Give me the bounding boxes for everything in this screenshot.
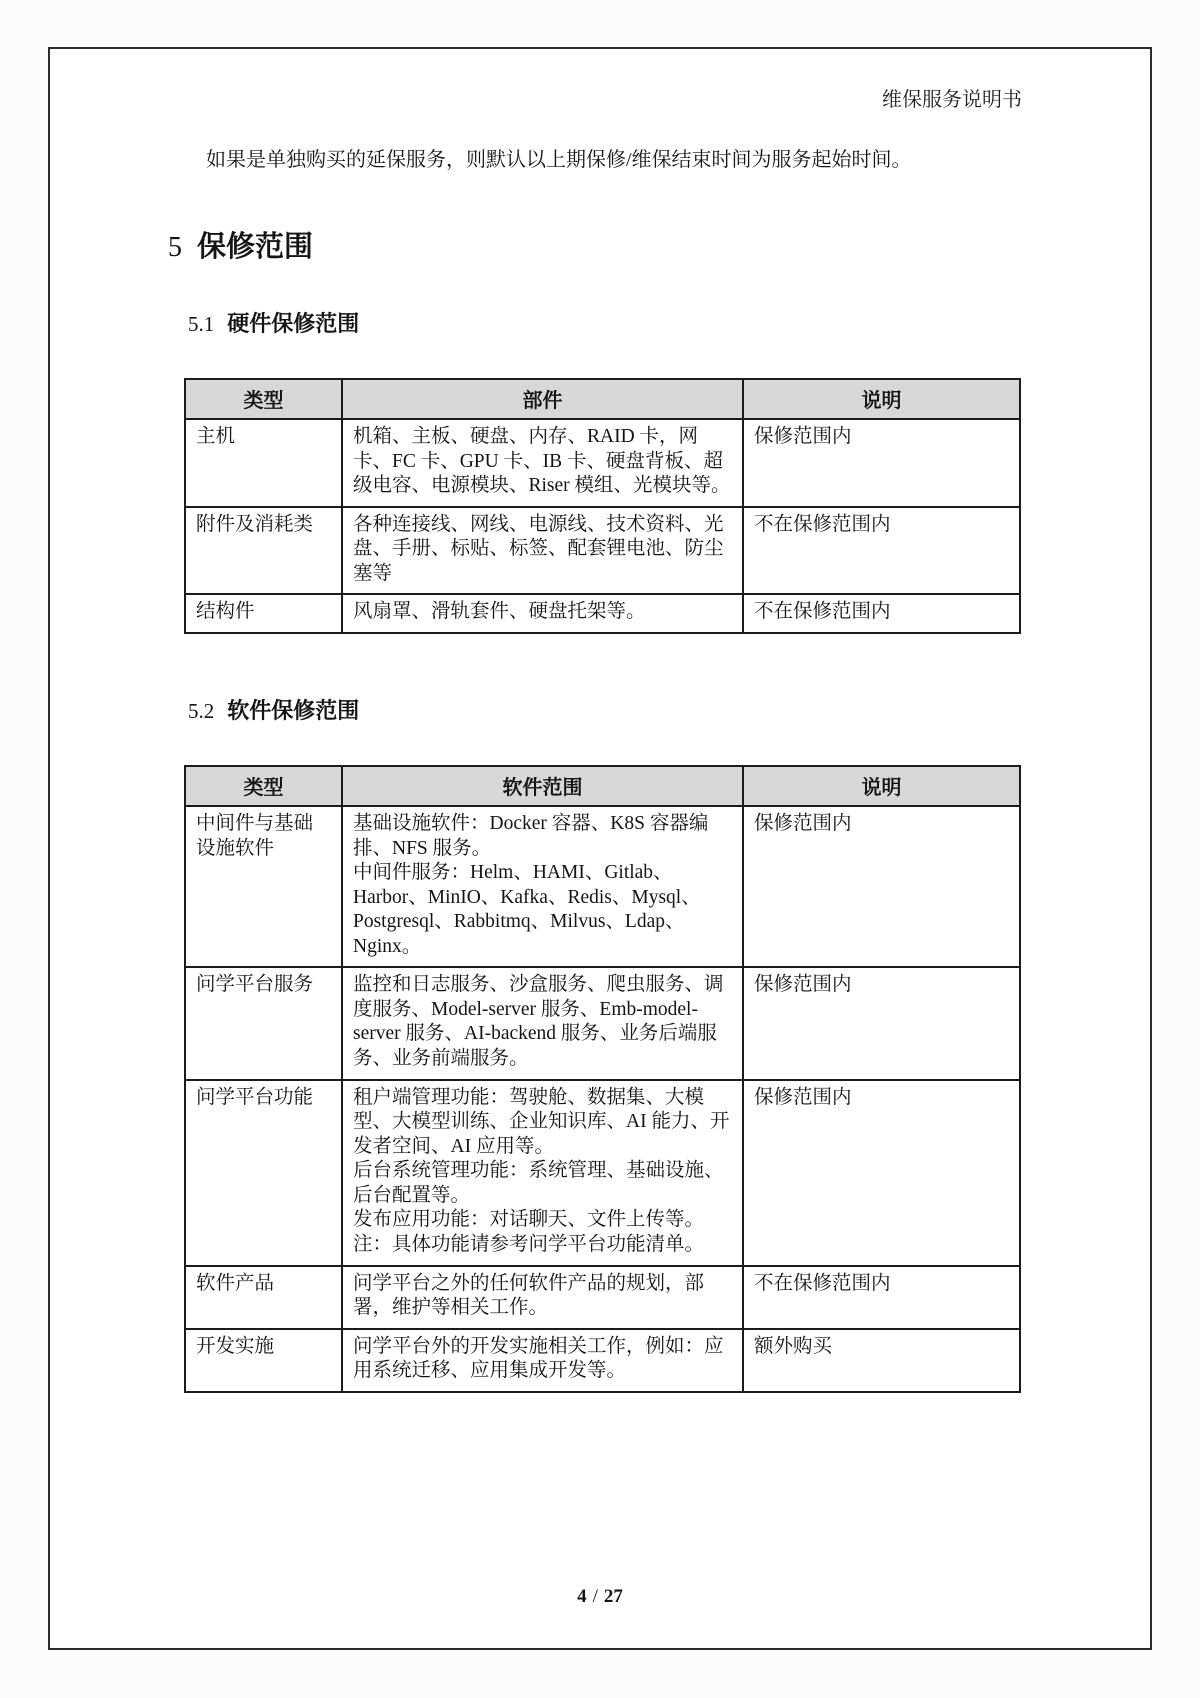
header-cell-type: 类型: [185, 379, 342, 419]
page-separator: /: [592, 1586, 598, 1607]
cell-note: 不在保修范围内: [743, 1266, 1020, 1329]
cell-type: 开发实施: [185, 1329, 342, 1392]
cell-type: 问学平台功能: [185, 1080, 342, 1266]
cell-note: 保修范围内: [743, 967, 1020, 1079]
section-heading-5: [168, 224, 1150, 265]
page-number-footer: [50, 1586, 1150, 1608]
header-cell-note: 说明: [743, 766, 1020, 806]
section-number: 5: [168, 232, 182, 263]
cell-parts: 各种连接线、网线、电源线、技术资料、光盘、手册、标贴、标签、配套锂电池、防尘塞等: [342, 507, 743, 595]
cell-note: 保修范围内: [743, 806, 1020, 967]
header-cell-parts: 部件: [342, 379, 743, 419]
table-row: [185, 507, 1020, 595]
section-title: 保修范围: [197, 231, 314, 263]
cell-scope: [342, 1080, 743, 1266]
cell-note: 额外购买: [743, 1329, 1020, 1392]
cell-type: 问学平台服务: [185, 967, 342, 1079]
intro-paragraph: 如果是单独购买的延保服务，则默认以上期保修/维保结束时间为服务起始时间。: [206, 149, 912, 171]
subsection-heading-5-2: [188, 694, 1150, 725]
cell-scope-paragraph: 后台系统管理功能：系统管理、基础设施、后台配置等。: [353, 1160, 724, 1206]
cell-scope: [342, 806, 743, 967]
page-total: 27: [603, 1586, 623, 1607]
table-row: [185, 419, 1020, 507]
cell-type: 中间件与基础设施软件: [185, 806, 342, 967]
cell-scope-paragraph: 注：具体功能请参考问学平台功能清单。: [353, 1233, 705, 1255]
table-row: [185, 1329, 1020, 1392]
cell-scope-paragraph: 问学平台外的开发实施相关工作，例如：应用系统迁移、应用集成开发等。: [353, 1335, 724, 1382]
table-row: [185, 806, 1020, 967]
header-cell-scope: 软件范围: [342, 766, 743, 806]
table-header-row: [185, 766, 1020, 806]
table-row: [185, 594, 1020, 633]
subsection-number: 5.1: [188, 312, 215, 336]
cell-scope: [342, 967, 743, 1079]
cell-note: 保修范围内: [743, 1080, 1020, 1266]
page-current: 4: [577, 1586, 587, 1607]
table-row: [185, 1266, 1020, 1329]
table-header-row: [185, 379, 1020, 419]
table-row: [185, 1080, 1020, 1266]
cell-type: 主机: [185, 419, 342, 507]
subsection-title: 硬件保修范围: [227, 311, 360, 336]
cell-scope-paragraph: 中间件服务：Helm、HAMI、Gitlab、Harbor、MinIO、Kafka、Redis、Mysql、Postgresql、Rabbitmq、Milvus、Ldap、Nginx。: [353, 862, 701, 957]
subsection-title: 软件保修范围: [227, 697, 360, 723]
table-row: [185, 967, 1020, 1079]
cell-type: 软件产品: [185, 1266, 342, 1329]
subsection-heading-5-1: [188, 307, 1150, 338]
cell-note: 不在保修范围内: [743, 507, 1020, 595]
hardware-warranty-table: [184, 378, 1021, 634]
cell-scope-paragraph: 基础设施软件：Docker 容器、K8S 容器编排、NFS 服务。: [353, 812, 709, 859]
cell-scope-paragraph: 问学平台之外的任何软件产品的规划，部署，维护等相关工作。: [353, 1272, 705, 1319]
cell-type: 结构件: [185, 594, 342, 633]
cell-scope-paragraph: 租户端管理功能：驾驶舱、数据集、大模型、大模型训练、企业知识库、AI 能力、开发者空间、AI 应用等。: [353, 1086, 730, 1157]
cell-note: 保修范围内: [743, 419, 1020, 507]
cell-parts: 风扇罩、滑轨套件、硬盘托架等。: [342, 594, 743, 633]
cell-parts: 机箱、主板、硬盘、内存、RAID 卡，网卡、FC 卡、GPU 卡、IB 卡、硬盘背板、超级电容、电源模块、Riser 模组、光模块等。: [342, 419, 743, 507]
document-header-title: 维保服务说明书: [882, 89, 1022, 111]
header-cell-note: 说明: [743, 379, 1020, 419]
page-frame: [48, 47, 1152, 1650]
cell-type: 附件及消耗类: [185, 507, 342, 595]
cell-scope-paragraph: 发布应用功能：对话聊天、文件上传等。: [353, 1209, 705, 1231]
cell-scope: [342, 1266, 743, 1329]
cell-note: 不在保修范围内: [743, 594, 1020, 633]
software-warranty-table: [184, 765, 1021, 1393]
header-cell-type: 类型: [185, 766, 342, 806]
cell-scope: [342, 1329, 743, 1392]
cell-scope-paragraph: 监控和日志服务、沙盒服务、爬虫服务、调度服务、Model-server 服务、Emb-model-server 服务、AI-backend 服务、业务后端服务、业务前端服务。: [353, 974, 724, 1069]
subsection-number: 5.2: [188, 698, 215, 723]
